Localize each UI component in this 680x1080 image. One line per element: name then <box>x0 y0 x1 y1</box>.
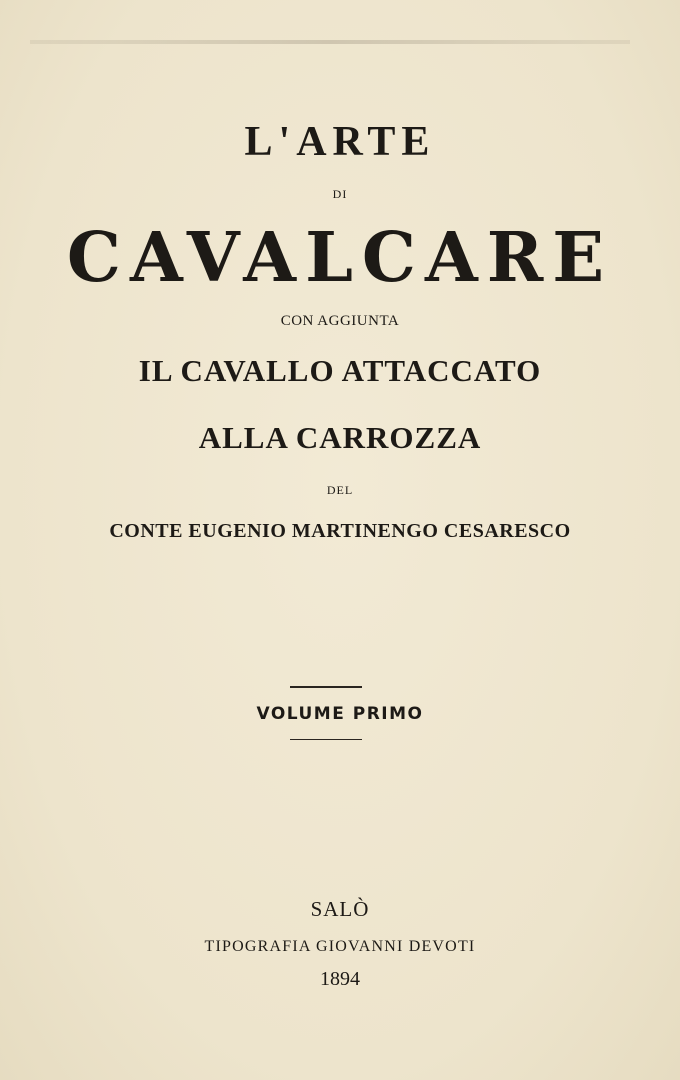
title-line-2: CAVALCARE <box>66 218 614 298</box>
imprint-printer: TIPOGRAFIA GIOVANNI DEVOTI <box>204 938 476 955</box>
heading-line-1: IL CAVALLO ATTACCATO <box>138 353 542 388</box>
subtitle: CON AGGIUNTA <box>280 313 400 329</box>
imprint-year: 1894 <box>320 968 360 990</box>
author-name: CONTE EUGENIO MARTINENGO CESARESCO <box>109 520 571 542</box>
volume-label: VOLUME PRIMO <box>256 704 424 724</box>
title-connector: DI <box>332 187 348 201</box>
volume-rule-top <box>290 686 362 688</box>
author-connector: DEL <box>326 483 354 497</box>
imprint-city: SALÒ <box>310 897 370 921</box>
top-rule <box>30 40 630 44</box>
title-line-1: L'ARTE <box>244 119 436 165</box>
volume-rule-bottom <box>290 739 362 740</box>
heading-line-2: ALLA CARROZZA <box>198 420 482 455</box>
